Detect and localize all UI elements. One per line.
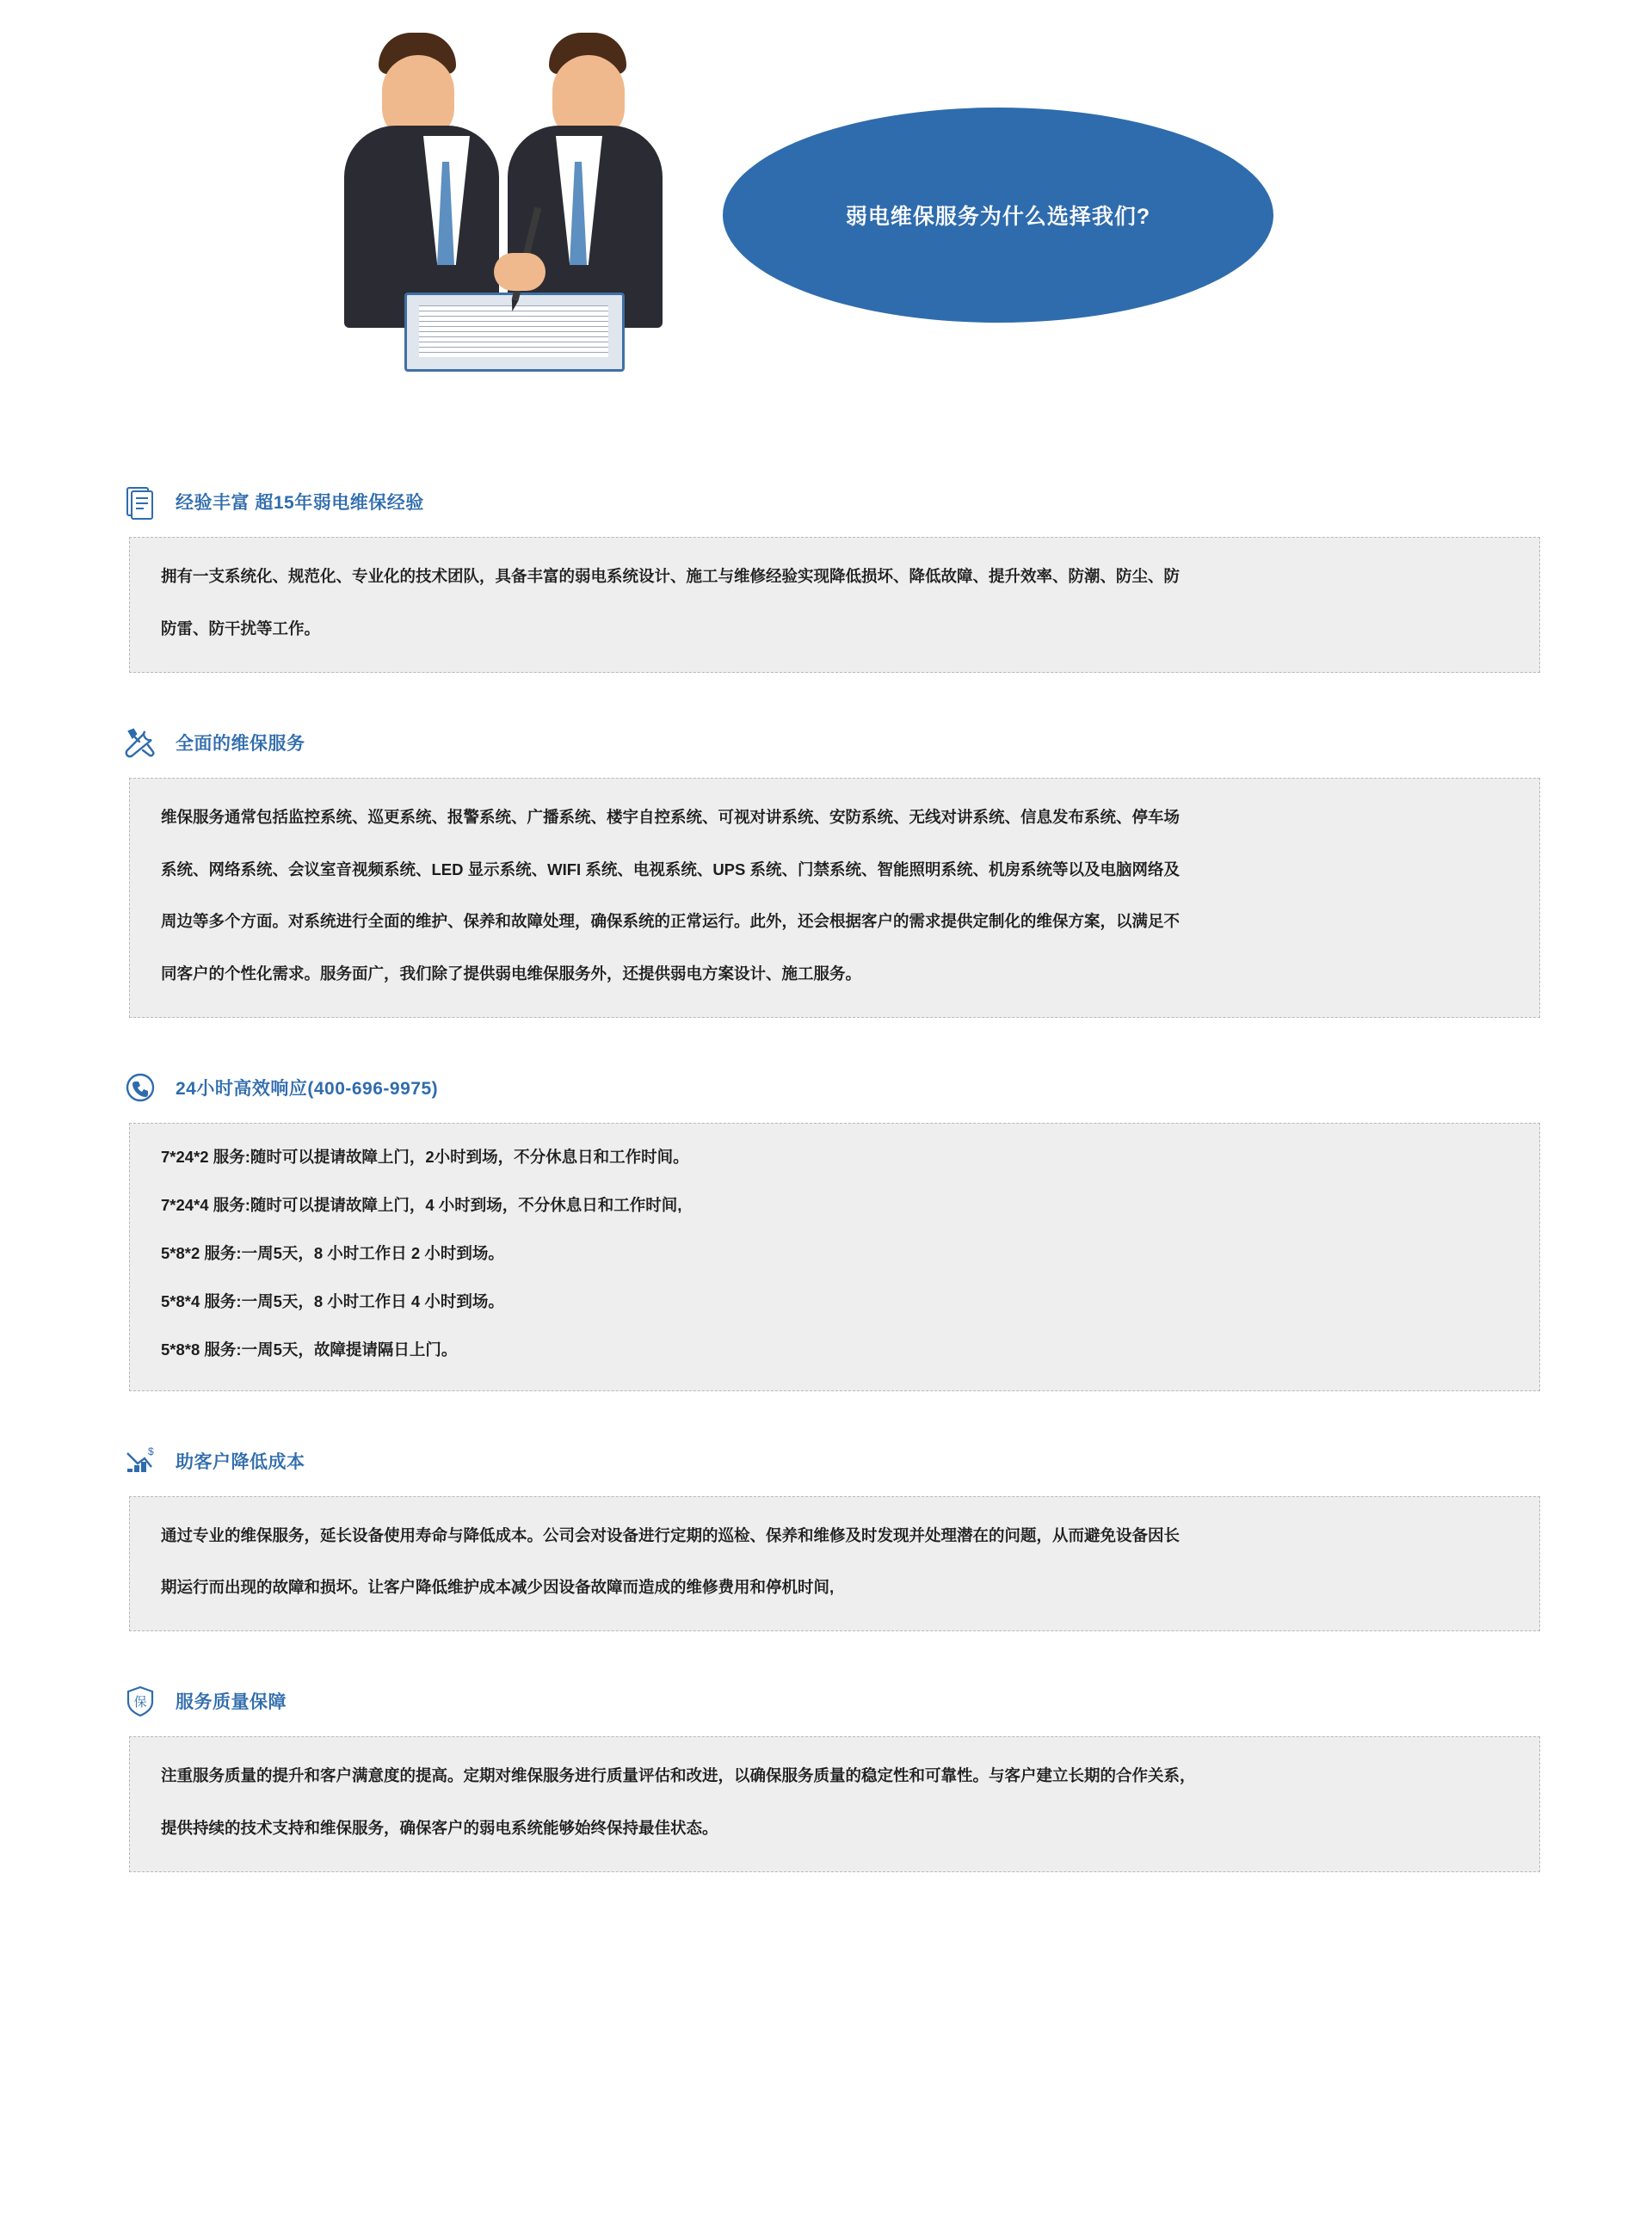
section-paragraph: 系统、网络系统、会议室音视频系统、LED 显示系统、WIFI 系统、电视系统、UPS 系统、门禁系统、智能照明系统、机房系统等以及电脑网络及 xyxy=(161,860,1180,878)
hero-headline-bubble xyxy=(723,108,1273,323)
service-level-item: 5*8*4 服务:一周5天，8 小时工作日 4 小时到场。 xyxy=(161,1291,504,1310)
section-body xyxy=(129,1123,1540,1390)
hero-section xyxy=(0,0,1652,482)
section-paragraph: 通过专业的维保服务，延长设备使用寿命与降低成本。公司会对设备进行定期的巡检、保养和维修及时发现并处理潜在的问题，从而避免设备因长 xyxy=(161,1525,1180,1544)
service-level-item: 5*8*8 服务:一周5天，故障提请隔日上门。 xyxy=(161,1340,458,1359)
section-title: 24小时高效响应(400-696-9975) xyxy=(176,1079,439,1100)
section-title: 全面的维保服务 xyxy=(176,733,305,754)
section-experience xyxy=(103,482,1549,673)
section-paragraph: 拥有一支系统化、规范化、专业化的技术团队，具备丰富的弱电系统设计、施工与维修经验实现降低损坏、降低故障、提升效率、防潮、防尘、防 xyxy=(161,567,1180,585)
section-full-service xyxy=(103,723,1549,1018)
section-header xyxy=(103,723,1549,762)
service-level-item: 5*8*2 服务:一周5天，8 小时工作日 2 小时到场。 xyxy=(161,1243,504,1262)
section-quality-guarantee xyxy=(103,1681,1549,1872)
feature-sections xyxy=(0,482,1652,1974)
section-paragraph: 注重服务质量的提升和客户满意度的提高。定期对维保服务进行质量评估和改进，以确保服务质量的稳定性和可靠性。与客户建立长期的合作关系， xyxy=(161,1766,1196,1785)
section-paragraph: 提供持续的技术支持和维保服务，确保客户的弱电系统能够始终保持最佳状态。 xyxy=(161,1819,718,1838)
shield-guarantee-icon xyxy=(120,1681,160,1721)
section-cost-reduction xyxy=(103,1441,1549,1632)
section-body xyxy=(129,1496,1540,1632)
contract-lines xyxy=(419,305,608,357)
svg-text:$: $ xyxy=(148,1445,154,1457)
section-header xyxy=(103,1068,1549,1107)
section-header xyxy=(103,1681,1549,1721)
hero-headline-text: 弱电维保服务为什么选择我们? xyxy=(845,205,1151,229)
section-response xyxy=(103,1068,1549,1390)
tools-wrench-screwdriver-icon xyxy=(120,723,160,762)
section-title: 经验丰富 超15年弱电维保经验 xyxy=(176,493,424,513)
contract-desk-group xyxy=(404,293,620,379)
service-level-item: 7*24*4 服务:随时可以提请故障上门，4 小时到场，不分休息日和工作时间, xyxy=(161,1195,682,1214)
two-businessmen-signing-contract-illustration xyxy=(344,9,671,413)
service-level-item: 7*24*2 服务:随时可以提请故障上门，2小时到场，不分休息日和工作时间。 xyxy=(161,1148,689,1167)
section-title: 助客户降低成本 xyxy=(176,1451,305,1472)
section-paragraph: 期运行而出现的故障和损坏。让客户降低维护成本减少因设备故障而造成的维修费用和停机时间, xyxy=(161,1578,835,1597)
section-title: 服务质量保障 xyxy=(176,1692,287,1713)
section-body xyxy=(129,1736,1540,1872)
phone-call-icon xyxy=(120,1068,160,1107)
document-lines-icon xyxy=(120,482,160,521)
hand-shape xyxy=(494,253,546,291)
section-paragraph: 维保服务通常包括监控系统、巡更系统、报警系统、广播系统、楼宇自控系统、可视对讲系统、安防系统、无线对讲系统、信息发布系统、停车场 xyxy=(161,807,1180,826)
section-paragraph: 周边等多个方面。对系统进行全面的维护、保养和故障处理，确保系统的正常运行。此外，还会根据客户的需求提供定制化的维保方案，以满足不 xyxy=(161,912,1180,931)
section-header xyxy=(103,1441,1549,1481)
section-paragraph: 同客户的个性化需求。服务面广，我们除了提供弱电维保服务外，还提供弱电方案设计、施工服务。 xyxy=(161,964,862,983)
svg-text:保: 保 xyxy=(133,1695,147,1710)
cost-down-chart-icon xyxy=(120,1441,160,1481)
section-body xyxy=(129,778,1540,1018)
section-paragraph: 防雷、防干扰等工作。 xyxy=(161,619,321,638)
section-header xyxy=(103,482,1549,521)
section-body xyxy=(129,537,1540,673)
